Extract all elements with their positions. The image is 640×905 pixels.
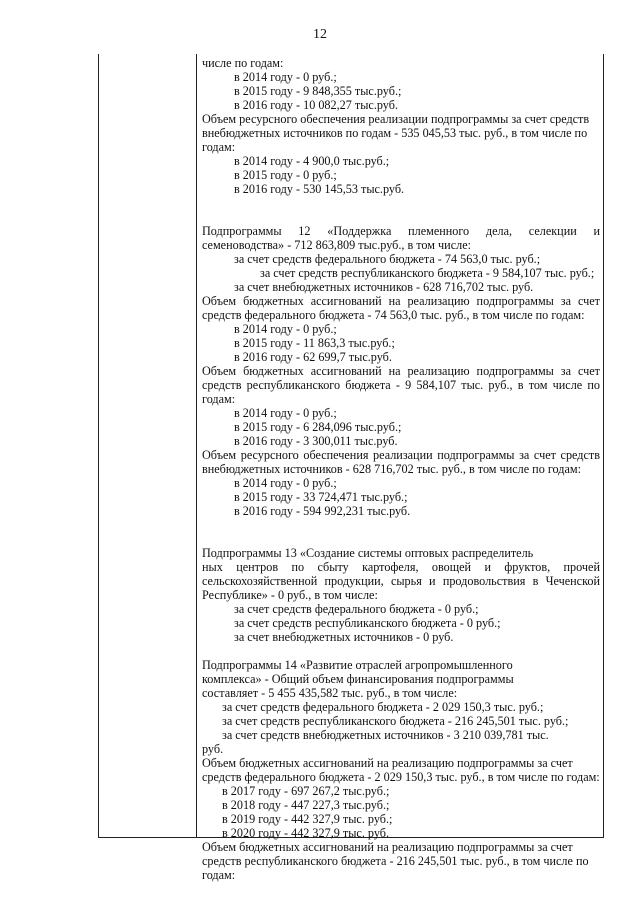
year-line: в 2015 году - 6 284,096 тыс.руб.; xyxy=(234,420,402,434)
year-line: в 2016 году - 10 082,27 тыс.руб. xyxy=(234,98,398,112)
year-line: в 2015 году - 33 724,471 тыс.руб.; xyxy=(234,490,408,504)
text-line: числе по годам: xyxy=(202,56,284,70)
table-cell-content xyxy=(202,56,600,882)
paragraph: Объем бюджетных ассигнований на реализацию подпрограммы за счет средств республиканского бюджета - 9 584,107 тыс. руб., в том числе по годам: xyxy=(202,364,600,406)
year-line: в 2015 году - 0 руб.; xyxy=(234,168,337,182)
year-line: в 2017 году - 697 267,2 тыс.руб.; xyxy=(222,784,390,798)
funding-line: за счет средств республиканского бюджета - 0 руб.; xyxy=(234,616,501,630)
text-line: руб. xyxy=(202,742,224,756)
page-number: 12 xyxy=(313,27,327,42)
funding-line: за счет средств федерального бюджета - 74 563,0 тыс. руб.; xyxy=(234,252,541,266)
funding-line: за счет внебюджетных источников - 628 716,702 тыс. руб. xyxy=(234,280,534,294)
paragraph: Объем бюджетных ассигнований на реализацию подпрограммы за счет средств республиканского бюджета - 216 245,501 тыс. руб., в том числе по годам: xyxy=(202,840,589,882)
year-line: в 2014 году - 0 руб.; xyxy=(234,70,337,84)
funding-line: за счет средств федерального бюджета - 2 029 150,3 тыс. руб.; xyxy=(222,700,544,714)
year-line: в 2020 году - 442 327,9 тыс. руб. xyxy=(222,826,390,840)
column-divider xyxy=(196,54,197,838)
year-line: в 2016 году - 594 992,231 тыс.руб. xyxy=(234,504,411,518)
year-line: в 2016 году - 62 699,7 тыс.руб. xyxy=(234,350,392,364)
year-line: в 2014 году - 0 руб.; xyxy=(234,406,337,420)
funding-line: за счет средств республиканского бюджета - 9 584,107 тыс. руб.; xyxy=(260,266,595,280)
year-line: в 2016 году - 530 145,53 тыс.руб. xyxy=(234,182,405,196)
funding-line: за счет внебюджетных источников - 0 руб. xyxy=(234,630,454,644)
paragraph: Объем бюджетных ассигнований на реализацию подпрограммы за счет средств федерального бюджета - 74 563,0 тыс. руб., в том числе по годам: xyxy=(202,294,600,322)
subprogram-13-text: ных центров по сбыту картофеля, овощей и фруктов, прочей сельскохозяйственной продукции, сырья и продовольствия в Чеченской Республике» - 0 руб., в том числе: xyxy=(202,560,600,602)
year-line: в 2019 году - 442 327,9 тыс. руб.; xyxy=(222,812,393,826)
year-line: в 2014 году - 4 900,0 тыс.руб.; xyxy=(234,154,390,168)
subprogram-14-heading: Подпрограммы 14 «Развитие отраслей агропромышленного комплекса» - Общий объем финансирования подпрограммы составляет - 5 455 435,582 тыс. руб., в том числе: xyxy=(202,658,514,700)
funding-line: за счет средств федерального бюджета - 0 руб.; xyxy=(234,602,479,616)
year-line: в 2014 году - 0 руб.; xyxy=(234,476,337,490)
paragraph: Объем ресурсного обеспечения реализации подпрограммы за счет средств внебюджетных источников - 628 716,702 тыс. руб., в том числе по годам: xyxy=(202,448,600,476)
year-line: в 2015 году - 11 863,3 тыс.руб.; xyxy=(234,336,395,350)
year-line: в 2018 году - 447 227,3 тыс.руб.; xyxy=(222,798,390,812)
year-line: в 2014 году - 0 руб.; xyxy=(234,322,337,336)
subprogram-13-heading: Подпрограммы 13 «Создание системы оптовых распределитель xyxy=(202,546,534,560)
funding-line: за счет средств республиканского бюджета - 216 245,501 тыс. руб.; xyxy=(222,714,569,728)
paragraph: Объем бюджетных ассигнований на реализацию подпрограммы за счет средств федерального бюджета - 2 029 150,3 тыс. руб., в том числе по годам: xyxy=(202,756,600,784)
year-line: в 2016 году - 3 300,011 тыс.руб. xyxy=(234,434,398,448)
subprogram-12-heading: Подпрограммы 12 «Поддержка племенного дела, селекции и семеноводства» - 712 863,809 тыс.руб., в том числе: xyxy=(202,224,600,252)
year-line: в 2015 году - 9 848,355 тыс.руб.; xyxy=(234,84,402,98)
funding-line: за счет средств внебюджетных источников - 3 210 039,781 тыс. xyxy=(222,728,549,742)
paragraph: Объем ресурсного обеспечения реализации подпрограммы за счет средств внебюджетных источников по годам - 535 045,53 тыс. руб., в том числе по годам: xyxy=(202,112,590,154)
